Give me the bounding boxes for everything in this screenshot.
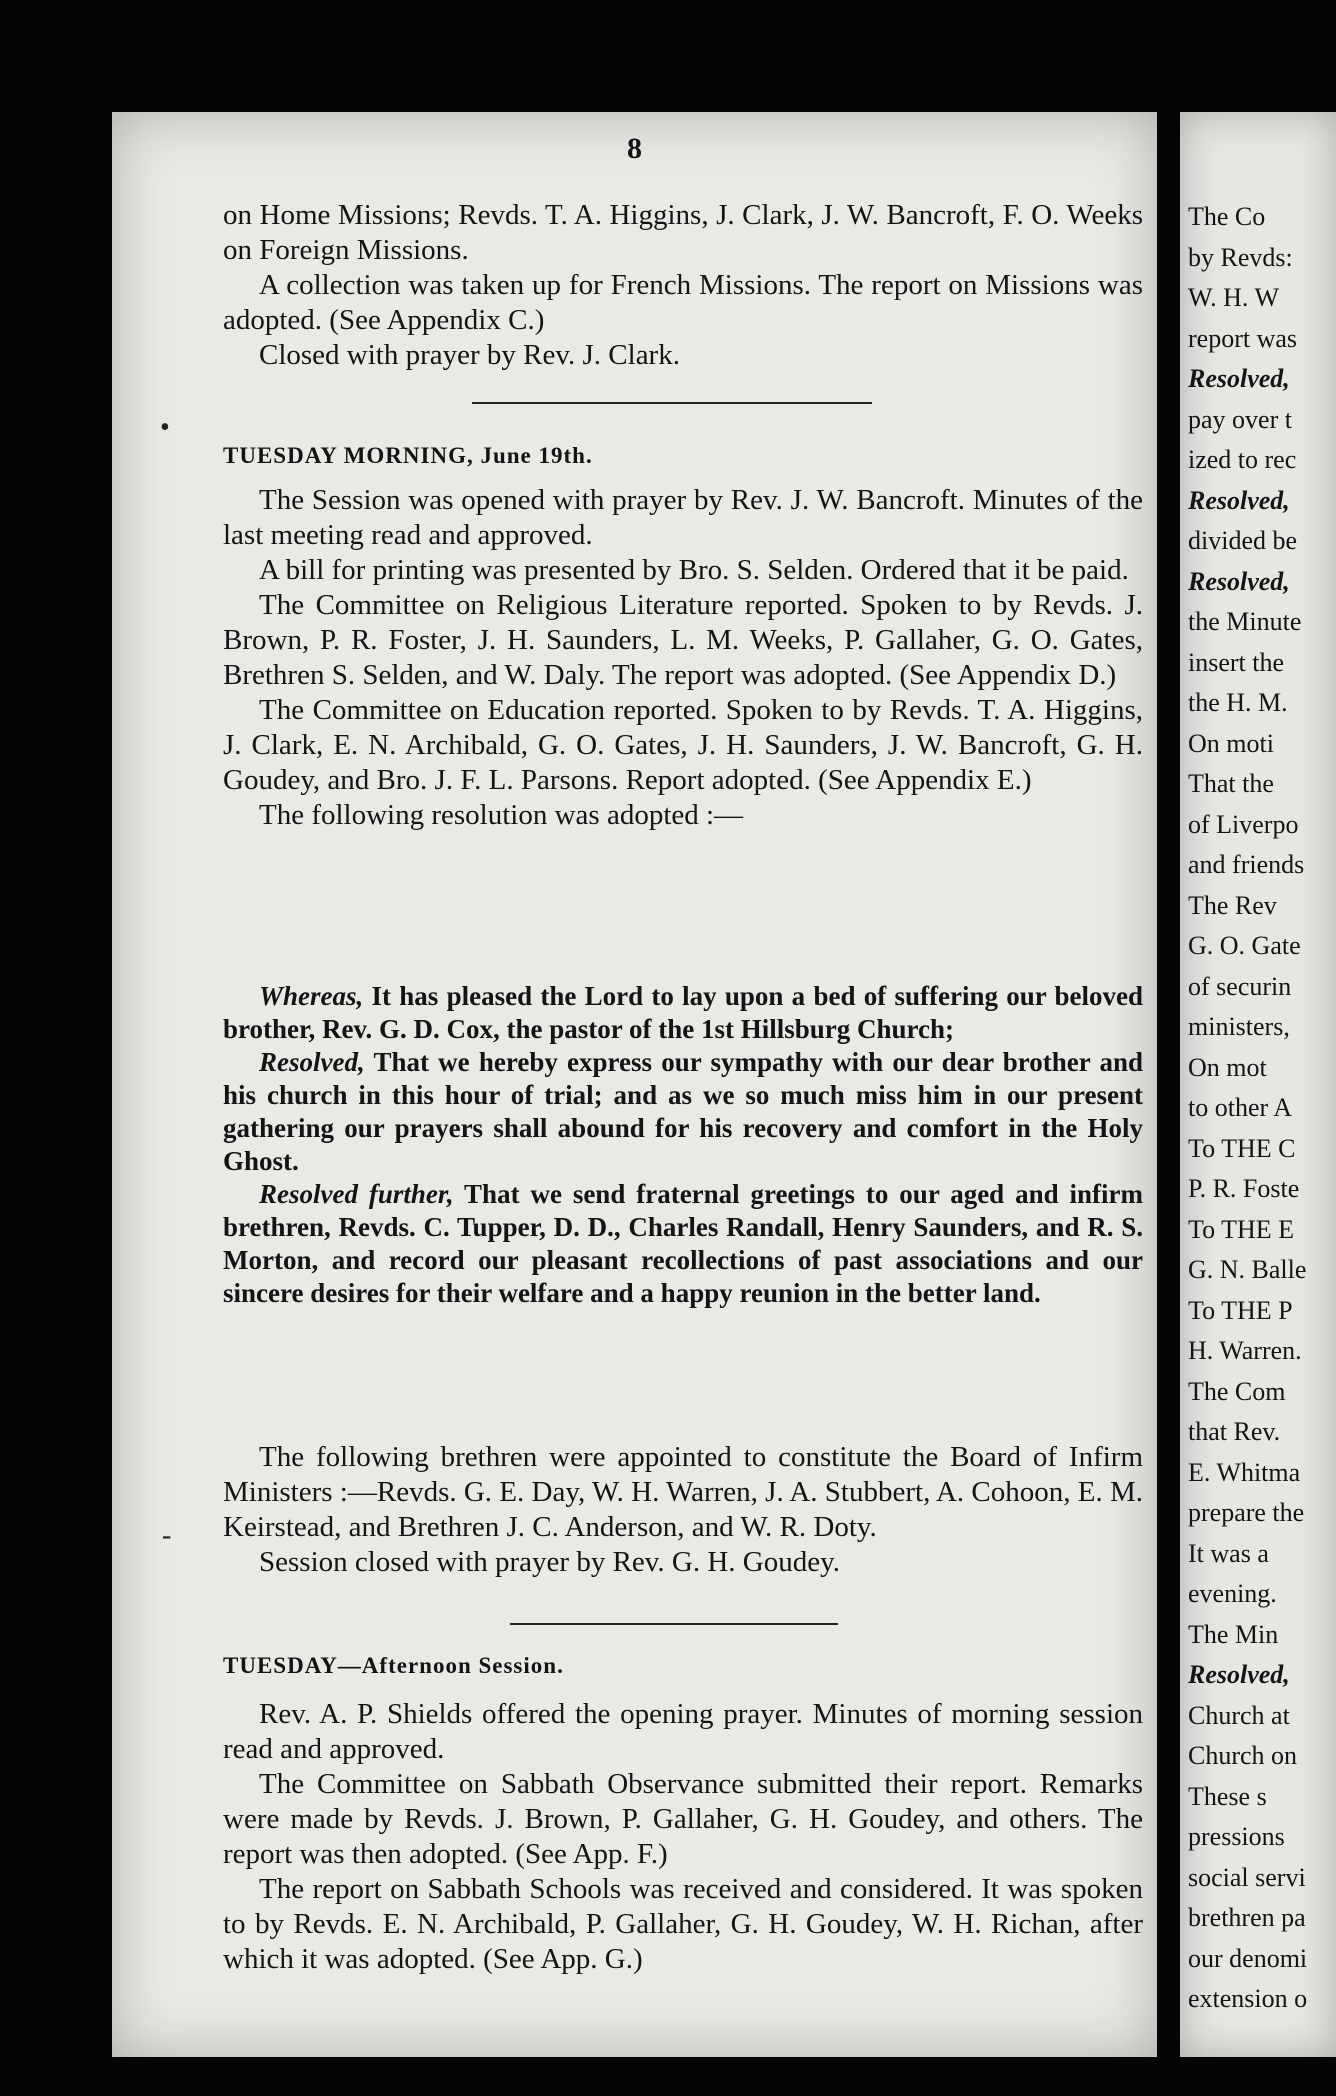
right-page-line: our denomi xyxy=(1188,1943,1308,1973)
right-page-line: ministers, xyxy=(1188,1012,1290,1041)
whereas-text: It has pleased the Lord to lay upon a bed of suffering our beloved brother, Rev. G. D. Cox, the pastor of the 1st Hillsburg Church; xyxy=(223,981,1143,1044)
right-page-line: H. Warren. xyxy=(1188,1336,1302,1365)
right-page-line: The Rev xyxy=(1188,890,1277,920)
right-page-line: of securin xyxy=(1188,971,1292,1001)
margin-mark: • xyxy=(160,412,170,443)
right-page-line: the Minute xyxy=(1188,607,1302,636)
right-page-line: G. O. Gate xyxy=(1188,931,1301,960)
right-page-line: ized to rec xyxy=(1188,445,1297,474)
left-page xyxy=(112,112,1157,2057)
whereas-label: Whereas, xyxy=(259,981,364,1011)
resolved-text: That we hereby express our sympathy with our dear brother and his church in this hour of trial; and as we so much miss him in our present gathering our prayers shall abound for his recovery and comfort in the Holy Ghost. xyxy=(223,1047,1143,1176)
paragraph: Rev. A. P. Shields offered the opening prayer. Minutes of morning session read and approved. xyxy=(223,1698,1143,1765)
resolved-further-text: That we send fraternal greetings to our aged and infirm brethren, Revds. C. Tupper, D. D., Charles Randall, Henry Saunders, and R. S. Morton, and record our pleasant recollections of past associations and our sincere desires for their welfare and a happy reunion in the better land. xyxy=(223,1179,1143,1308)
section-heading: TUESDAY—Afternoon Session. xyxy=(223,1653,564,1678)
section-home-missions xyxy=(223,198,1143,373)
resolved-label: Resolved, xyxy=(259,1047,365,1077)
whereas-paragraph xyxy=(223,980,1143,1046)
right-page-line: brethren pa xyxy=(1188,1903,1306,1932)
right-page-line: that Rev. xyxy=(1188,1417,1281,1446)
right-page-line: evening. xyxy=(1188,1579,1277,1608)
right-page-line: prepare the xyxy=(1188,1498,1305,1527)
right-page-line: Resolved, xyxy=(1188,566,1290,596)
right-page-line: On moti xyxy=(1188,728,1274,758)
resolved-further-label: Resolved further, xyxy=(259,1179,454,1209)
paragraph: The report on Sabbath Schools was received and considered. It was spoken to by Revds. E. N. Archibald, P. Gallaher, G. H. Goudey, W. H. Richan, after which it was adopted. (See App. G.) xyxy=(223,1873,1143,1975)
right-page-line: On mot xyxy=(1188,1052,1267,1082)
section-divider xyxy=(472,402,872,404)
right-page-line: Church on xyxy=(1188,1741,1298,1770)
right-page-line: insert the xyxy=(1188,647,1285,677)
page-number: 8 xyxy=(627,132,642,165)
section-heading: TUESDAY MORNING, June 19th. xyxy=(223,443,593,468)
right-page-line: by Revds: xyxy=(1188,242,1293,272)
right-page-line: W. H. W xyxy=(1188,283,1279,312)
right-page-line: To THE C xyxy=(1188,1133,1296,1163)
right-page-line: It was a xyxy=(1188,1538,1269,1568)
paragraph: The Committee on Education reported. Spoken to by Revds. T. A. Higgins, J. Clark, E. N. Archibald, G. O. Gates, J. H. Saunders, J. W. Bancroft, G. H. Goudey, and Bro. J. F. L. Parsons. Report adopted. (See Appendix E.) xyxy=(223,694,1143,796)
paragraph: The Committee on Sabbath Observance submitted their report. Remarks were made by Revds. J. Brown, P. Gallaher, G. H. Goudey, and others. The report was then adopted. (See App. F.) xyxy=(223,1768,1143,1870)
resolution-block xyxy=(223,980,1143,1310)
right-page-line: Resolved, xyxy=(1188,1660,1290,1689)
right-page-line: pressions xyxy=(1188,1822,1285,1851)
right-page-line: divided be xyxy=(1188,526,1298,555)
right-page-line: Church at xyxy=(1188,1700,1290,1730)
resolved-further-paragraph xyxy=(223,1178,1143,1310)
right-page-line: the H. M. xyxy=(1188,688,1288,717)
right-page-line: G. N. Balle xyxy=(1188,1255,1307,1284)
paragraph: The Session was opened with prayer by Rev. J. W. Bancroft. Minutes of the last meeting read and approved. xyxy=(223,484,1143,551)
right-page-line: to other A xyxy=(1188,1093,1292,1122)
section-tuesday-morning xyxy=(223,438,1143,833)
paragraph: The Committee on Religious Literature reported. Spoken to by Revds. J. Brown, P. R. Foster, J. H. Saunders, L. M. Weeks, P. Gallaher, G. O. Gates, Brethren S. Selden, and W. Daly. The report was adopted. (See Appendix D.) xyxy=(223,589,1143,691)
paragraph: Closed with prayer by Rev. J. Clark. xyxy=(259,339,680,371)
right-page-line: Resolved, xyxy=(1188,485,1290,515)
right-page-line: The Co xyxy=(1188,202,1266,231)
paragraph: on Home Missions; Revds. T. A. Higgins, J. Clark, J. W. Bancroft, F. O. Weeks on Foreign Missions. xyxy=(223,199,1143,266)
section-divider xyxy=(510,1623,838,1625)
right-page-line: extension o xyxy=(1188,1984,1308,2013)
right-page-line: pay over t xyxy=(1188,404,1292,434)
paragraph: The following resolution was adopted :— xyxy=(259,799,744,831)
resolved-paragraph xyxy=(223,1046,1143,1178)
right-page-line: To THE E xyxy=(1188,1214,1295,1244)
right-page-line: E. Whitma xyxy=(1188,1457,1301,1487)
paragraph: A collection was taken up for French Missions. The report on Missions was adopted. (See Appendix C.) xyxy=(223,269,1143,336)
section-tuesday-afternoon xyxy=(223,1648,1143,1977)
paragraph: A bill for printing was presented by Bro. S. Selden. Ordered that it be paid. xyxy=(259,554,1129,586)
paragraph: Session closed with prayer by Rev. G. H. Goudey. xyxy=(259,1546,840,1578)
right-page-line: Resolved, xyxy=(1188,364,1290,393)
section-infirm-ministers xyxy=(223,1440,1143,1580)
right-page-line: social servi xyxy=(1188,1862,1306,1892)
right-page-line: That the xyxy=(1188,769,1274,798)
right-page-line: These s xyxy=(1188,1781,1267,1811)
right-page-line: report was xyxy=(1188,323,1298,353)
right-page xyxy=(1180,112,1336,2057)
right-page-line: The Com xyxy=(1188,1376,1286,1406)
right-page-line: and friends xyxy=(1188,850,1305,879)
right-page-line: P. R. Foste xyxy=(1188,1174,1300,1203)
paragraph: The following brethren were appointed to constitute the Board of Infirm Ministers :—Revds. G. E. Day, W. H. Warren, J. A. Stubbert, A. Cohoon, E. M. Keirstead, and Brethren J. C. Anderson, and W. R. Doty. xyxy=(223,1441,1143,1543)
right-page-line: of Liverpo xyxy=(1188,809,1299,839)
margin-mark: - xyxy=(162,1520,172,1551)
right-page-line: The Min xyxy=(1188,1619,1279,1649)
right-page-line: To THE P xyxy=(1188,1295,1293,1325)
